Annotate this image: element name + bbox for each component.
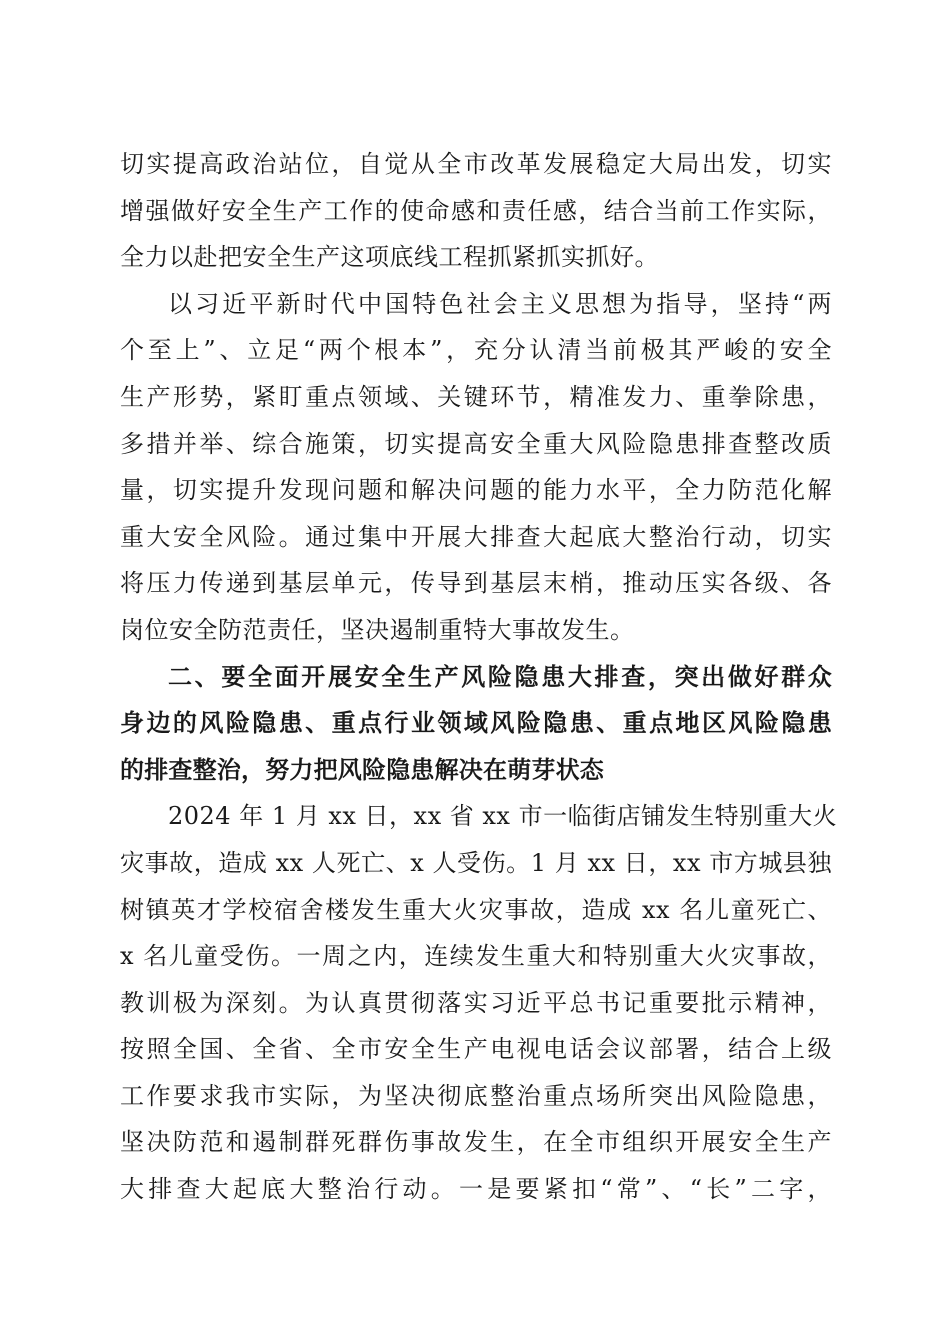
text-line: 多措并举、综合施策，切实提高安全重大风险隐患排查整改质 [120, 429, 832, 458]
heading-line: 的排查整治，努力把风险隐患解决在萌芽状态 [120, 755, 604, 784]
paragraph-4 [120, 793, 838, 1212]
text-line: 2024 年 1 月 xx 日，xx 省 xx 市一临街店铺发生特别重大火 [168, 802, 838, 831]
heading-line: 身边的风险隐患、重点行业领域风险隐患、重点地区风险隐患 [120, 709, 832, 738]
text-line: 量，切实提升发现问题和解决问题的能力水平，全力防范化解 [120, 476, 832, 505]
text-line: 重大安全风险。通过集中开展大排查大起底大整治行动，切实 [120, 522, 832, 551]
text-line: 切实提高政治站位，自觉从全市改革发展稳定大局出发，切实 [120, 150, 832, 178]
paragraph-1 [120, 141, 832, 281]
text-line: 坚决防范和遏制群死群伤事故发生，在全市组织开展安全生产 [120, 1128, 832, 1157]
text-line: 工作要求我市实际，为坚决彻底整治重点场所突出风险隐患， [120, 1081, 832, 1110]
text-line: 将压力传递到基层单元，传导到基层末梢，推动压实各级、各 [120, 569, 832, 598]
text-line: 全力以赴把安全生产这项底线工程抓紧抓实抓好。 [120, 243, 659, 272]
paragraph-2 [120, 281, 832, 654]
text-line: 生产形势，紧盯重点领域、关键环节，精准发力、重拳除患， [120, 382, 832, 411]
text-line: 大排查大起底大整治行动。一是要紧扣“常”、“长”二字， [120, 1175, 832, 1204]
text-line: 增强做好安全生产工作的使命感和责任感，结合当前工作实际， [120, 196, 832, 225]
text-line: 按照全国、全省、全市安全生产电视电话会议部署，结合上级 [120, 1035, 832, 1064]
text-line: x 名儿童受伤。一周之内，连续发生重大和特别重大火灾事故， [120, 942, 832, 971]
text-line: 灾事故，造成 xx 人死亡、x 人受伤。1 月 xx 日，xx 市方城县独 [120, 848, 832, 877]
text-line: 以习近平新时代中国特色社会主义思想为指导，坚持“两 [168, 289, 832, 318]
text-line: 个至上”、立足“两个根本”，充分认清当前极其严峻的安全 [120, 336, 832, 365]
heading-line: 二、要全面开展安全生产风险隐患大排查，突出做好群众 [168, 662, 832, 691]
section-heading [120, 654, 832, 794]
text-line: 教训极为深刻。为认真贯彻落实习近平总书记重要批示精神， [120, 988, 832, 1017]
document-body [120, 141, 838, 1213]
text-line: 树镇英才学校宿舍楼发生重大火灾事故，造成 xx 名儿童死亡、 [120, 895, 832, 924]
text-line: 岗位安全防范责任，坚决遏制重特大事故发生。 [120, 615, 635, 644]
